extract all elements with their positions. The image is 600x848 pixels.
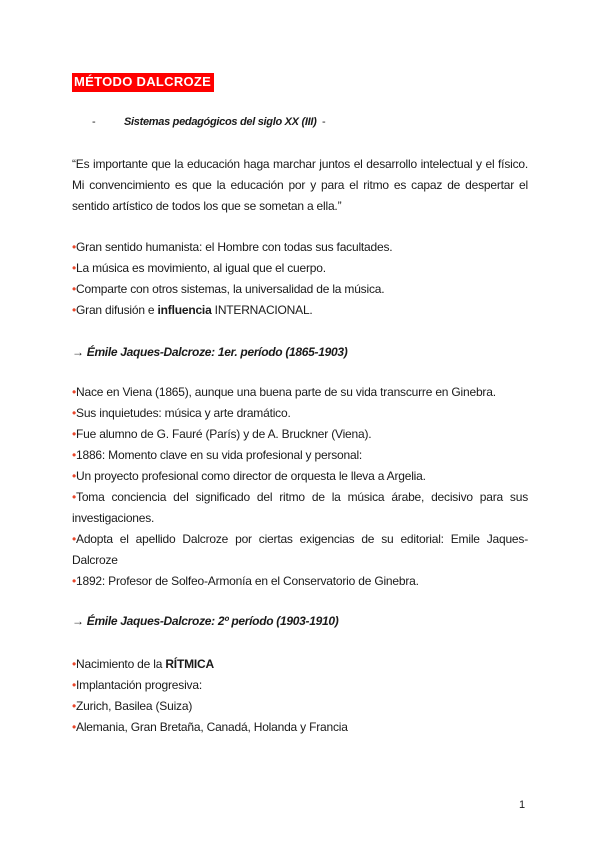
bullet-icon: • xyxy=(72,240,77,254)
quote-paragraph: “Es importante que la educación haga marchar juntos el desarrollo intelectual y el físico. Mi convencimiento es que la educación por y para el ritmo es capaz de despertar el sentido artístico de todos los que se sometan a ella.” xyxy=(72,157,528,213)
page-number: 1 xyxy=(519,799,526,811)
bullet-icon: • xyxy=(72,699,77,713)
bullet-icon: • xyxy=(72,657,77,671)
subtitle-text: Sistemas pedagógicos del siglo XX (III) xyxy=(124,116,317,128)
list-item: •Gran difusión e influencia INTERNACIONAL. xyxy=(72,303,313,317)
list-item: •La música es movimiento, al igual que el cuerpo. xyxy=(72,261,326,275)
bullet-icon: • xyxy=(72,385,77,399)
period2-heading: → Émile Jaques-Dalcroze: 2º período (1903-1910) xyxy=(72,614,339,628)
bullet-icon: • xyxy=(72,720,77,734)
list-item: •Nace en Viena (1865), aunque una buena parte de su vida transcurre en Ginebra. xyxy=(72,385,496,399)
bullet-icon: • xyxy=(72,406,77,420)
bullet-icon: • xyxy=(72,532,77,546)
list-item: •Toma conciencia del significado del ritmo de la música árabe, decisivo para sus investigaciones. xyxy=(72,490,528,525)
bullet-icon: • xyxy=(72,303,77,317)
bullet-icon: • xyxy=(72,469,77,483)
list-item: •1892: Profesor de Solfeo-Armonía en el Conservatorio de Ginebra. xyxy=(72,574,419,588)
subtitle xyxy=(92,116,338,128)
bullet-icon: • xyxy=(72,574,77,588)
list-item: •Nacimiento de la RÍTMICA xyxy=(72,657,214,671)
document-title: MÉTODO DALCROZE xyxy=(72,73,214,92)
list-item: •Adopta el apellido Dalcroze por ciertas exigencias de su editorial: Emile Jaques-Dalcroze xyxy=(72,532,528,567)
list-item: •1886: Momento clave en su vida profesional y personal: xyxy=(72,448,363,462)
list-item: •Gran sentido humanista: el Hombre con todas sus facultades. xyxy=(72,240,393,254)
bullet-icon: • xyxy=(72,448,77,462)
bold-text: RÍTMICA xyxy=(165,657,214,671)
bullet-icon: • xyxy=(72,427,77,441)
intro-list xyxy=(72,237,528,321)
period1-list xyxy=(72,382,528,592)
period2-list xyxy=(72,654,528,738)
period1-heading: → Émile Jaques-Dalcroze: 1er. período (1865-1903) xyxy=(72,345,348,359)
list-item: •Alemania, Gran Bretaña, Canadá, Holanda y Francia xyxy=(72,720,348,734)
subtitle-dash-left: - xyxy=(92,116,96,128)
subtitle-dash-right: - xyxy=(321,116,326,128)
bold-text: influencia xyxy=(157,303,212,317)
list-item: •Fue alumno de G. Fauré (París) y de A. Bruckner (Viena). xyxy=(72,427,372,441)
bullet-icon: • xyxy=(72,678,77,692)
list-item: •Sus inquietudes: música y arte dramático. xyxy=(72,406,291,420)
list-item: •Comparte con otros sistemas, la universalidad de la música. xyxy=(72,282,385,296)
bullet-icon: • xyxy=(72,490,77,504)
list-item: •Zurich, Basilea (Suiza) xyxy=(72,699,193,713)
list-item: •Implantación progresiva: xyxy=(72,678,202,692)
bullet-icon: • xyxy=(72,282,77,296)
list-item: •Un proyecto profesional como director de orquesta le lleva a Argelia. xyxy=(72,469,426,483)
bullet-icon: • xyxy=(72,261,77,275)
